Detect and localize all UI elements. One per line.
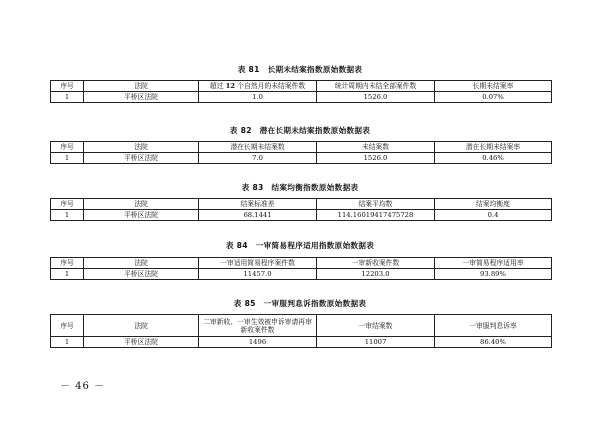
table-header-row	[51, 199, 552, 210]
table-81	[50, 80, 552, 103]
header-text-post: 个自然月的未结案件数	[235, 81, 306, 90]
cell-index: 1	[51, 153, 84, 164]
table-84-caption: 表 84 一审简易程序适用指数原始数据表	[225, 241, 375, 250]
cell-metric-b: 1526.0	[317, 153, 435, 164]
table-85	[50, 314, 552, 348]
table-82	[50, 141, 552, 164]
table-header-row	[51, 142, 552, 153]
col-header-metric-b: 一审结案数	[317, 315, 435, 337]
table-header-row	[51, 258, 552, 269]
cell-court: 平桥区法院	[84, 92, 199, 103]
col-header-index: 序号	[51, 199, 84, 210]
cell-rate: 0.4	[435, 210, 552, 221]
table-header-row	[51, 81, 552, 92]
col-header-metric-a	[199, 81, 317, 92]
table-82-caption: 表 82 潜在长期未结案指数原始数据表	[229, 126, 371, 135]
table-row	[51, 337, 552, 348]
table-81-caption: 表 81 长期未结案指数原始数据表	[237, 65, 363, 74]
cell-metric-b: 11007	[317, 337, 435, 348]
table-83-caption: 表 83 结案均衡指数原始数据表	[241, 183, 359, 192]
col-header-metric-b: 未结案数	[317, 142, 435, 153]
table-row	[51, 92, 552, 103]
cell-index: 1	[51, 337, 84, 348]
cell-court: 平桥区法院	[84, 269, 199, 280]
cell-metric-b: 12203.0	[317, 269, 435, 280]
table-row	[51, 269, 552, 280]
page-number: － 46 －	[60, 381, 106, 392]
cell-metric-a: 11457.0	[199, 269, 317, 280]
cell-rate: 86.40%	[435, 337, 552, 348]
col-header-index: 序号	[51, 315, 84, 337]
col-header-rate: 长期未结案率	[435, 81, 552, 92]
col-header-rate: 结案均衡度	[435, 199, 552, 210]
cell-index: 1	[51, 210, 84, 221]
cell-metric-b: 1526.0	[317, 92, 435, 103]
col-header-metric-a: 一审适用简易程序案件数	[199, 258, 317, 269]
col-header-court: 法院	[84, 258, 199, 269]
cell-rate: 0.46%	[435, 153, 552, 164]
cell-rate: 93.89%	[435, 269, 552, 280]
cell-court: 平桥区法院	[84, 153, 199, 164]
table-84	[50, 257, 552, 280]
col-header-court: 法院	[84, 142, 199, 153]
col-header-index: 序号	[51, 81, 84, 92]
col-header-rate: 潜在长期未结案率	[435, 142, 552, 153]
cell-court: 平桥区法院	[84, 210, 199, 221]
col-header-court: 法院	[84, 199, 199, 210]
header-text-number: 12	[225, 81, 236, 90]
table-row	[51, 210, 552, 221]
col-header-metric-a: 二审新收、一审生效被申诉审请再审新收案件数	[199, 315, 317, 337]
cell-metric-b: 114.16019417475728	[317, 210, 435, 221]
col-header-court: 法院	[84, 315, 199, 337]
col-header-metric-b: 一审新收案件数	[317, 258, 435, 269]
cell-court: 平桥区法院	[84, 337, 199, 348]
cell-metric-a: 1.0	[199, 92, 317, 103]
table-row	[51, 153, 552, 164]
cell-metric-a: 68.1441	[199, 210, 317, 221]
col-header-index: 序号	[51, 142, 84, 153]
col-header-court: 法院	[84, 81, 199, 92]
table-header-row	[51, 315, 552, 337]
col-header-metric-a: 结案标准差	[199, 199, 317, 210]
col-header-metric-b: 结案平均数	[317, 199, 435, 210]
col-header-rate: 一审服判息诉率	[435, 315, 552, 337]
table-83	[50, 198, 552, 221]
cell-index: 1	[51, 269, 84, 280]
col-header-metric-a: 潜在长期未结案数	[199, 142, 317, 153]
header-text-pre: 超过	[209, 81, 226, 90]
cell-rate: 0.07%	[435, 92, 552, 103]
table-85-caption: 表 85 一审服判息诉指数原始数据表	[233, 299, 367, 308]
col-header-index: 序号	[51, 258, 84, 269]
cell-index: 1	[51, 92, 84, 103]
col-header-metric-b: 统计周期内未结全部案件数	[317, 81, 435, 92]
cell-metric-a: 1496	[199, 337, 317, 348]
col-header-rate: 一审简易程序适用率	[435, 258, 552, 269]
cell-metric-a: 7.0	[199, 153, 317, 164]
